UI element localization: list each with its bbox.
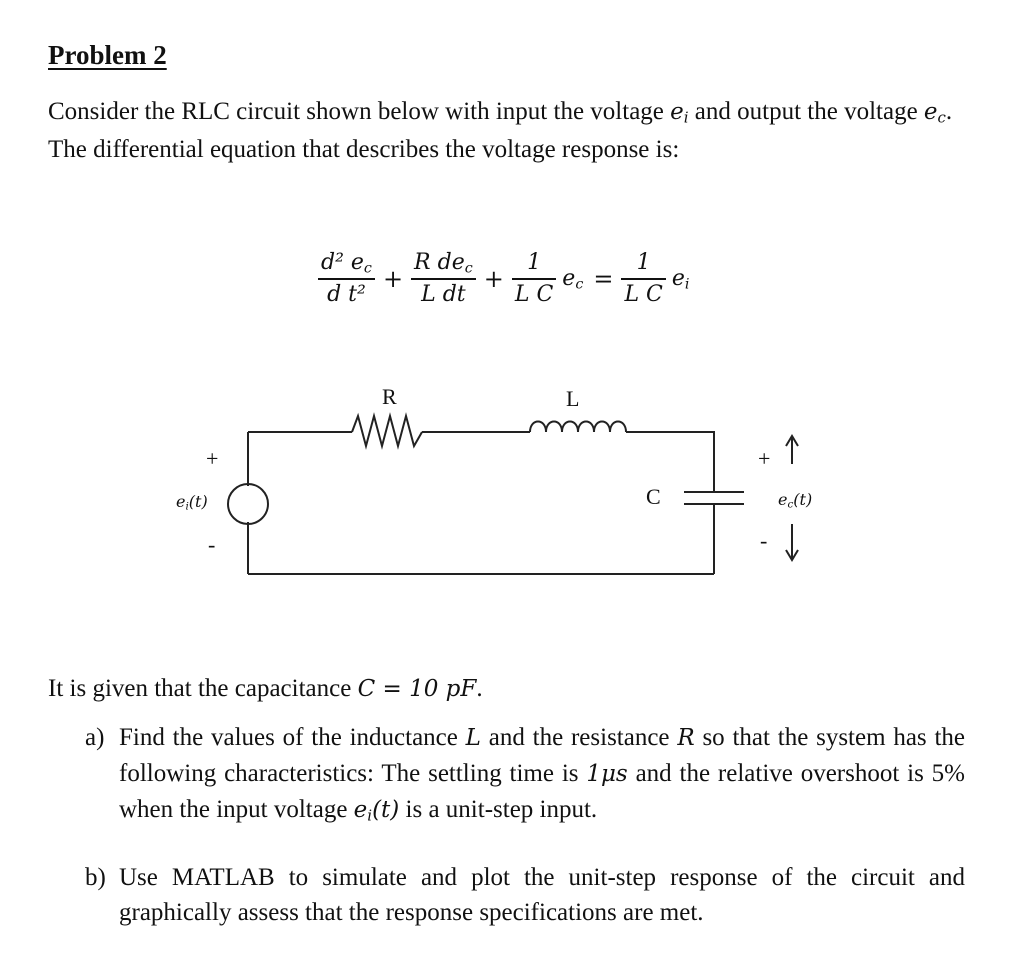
eq-equals: = [593,264,614,293]
question-b-text: Use MATLAB to simulate and plot the unit-step response of the circuit and graphically assess that the response specifications are met. [119,864,965,926]
problem-title: Problem 2 [48,40,167,70]
eq-term-lc-coeff-left: $\frac{1}{\text{L C}}$ [512,248,556,310]
eq-term-second-derivative: $\frac{d^2 e_c}{\text{d t²}}$ [318,248,375,310]
eq-term-lc-coeff-right: $\frac{1}{\text{L C}}$ [621,248,665,310]
capacitance-value: C = 10 pF [357,676,477,702]
intro-var-ec: $e_c$ [923,99,946,127]
wire-top-right [626,432,714,492]
output-arrow-down [786,524,798,560]
question-a-letter: a) [85,724,105,751]
source-plus-sign: + [206,446,219,471]
resistor-symbol [352,416,422,446]
question-b-letter: b) [85,864,106,891]
output-label: $e_c(t)$ [778,490,813,511]
capacitor-label: C [646,484,661,509]
differential-equation [316,248,693,310]
intro-text-1: Consider the RLC circuit shown below with input the voltage [48,98,671,125]
question-b [85,860,965,930]
output-minus-sign: - [760,528,768,553]
inductor-label: L [566,386,580,411]
output-plus-sign: + [758,446,771,471]
intro-text-3: . The differential equation that describes the voltage response is: [48,98,953,163]
voltage-source-symbol [228,484,268,524]
eq-var-ei: $e_i$ [671,266,690,293]
source-label: $e_i(t)$ [176,492,208,513]
question-a-text: Find the values of the inductance L and the resistance R so that the system has the following characteristics: The settling time is 1μs and the relative overshoot is 5% when the input voltage $e_i(t)$ is a unit-step input. [119,724,965,825]
inductor-symbol [530,422,626,433]
output-arrow-up [786,436,798,464]
eq-plus-2: + [483,264,504,293]
intro-var-ei: $e_i$ [670,99,689,127]
question-a [85,720,965,828]
intro-text-2: and output the voltage [688,98,924,125]
eq-var-ec: $e_c$ [562,266,584,293]
given-statement: It is given that the capacitance C = 10 pF. [48,675,483,702]
question-list [85,720,965,962]
eq-plus-1: + [382,264,404,293]
rlc-circuit-diagram [160,380,860,590]
circuit-svg [160,380,860,590]
resistor-label: R [382,384,397,409]
eq-term-first-derivative: $\frac{R de_c}{\text{L dt}}$ [411,248,476,310]
source-minus-sign: - [208,532,216,557]
problem-intro [48,93,978,168]
